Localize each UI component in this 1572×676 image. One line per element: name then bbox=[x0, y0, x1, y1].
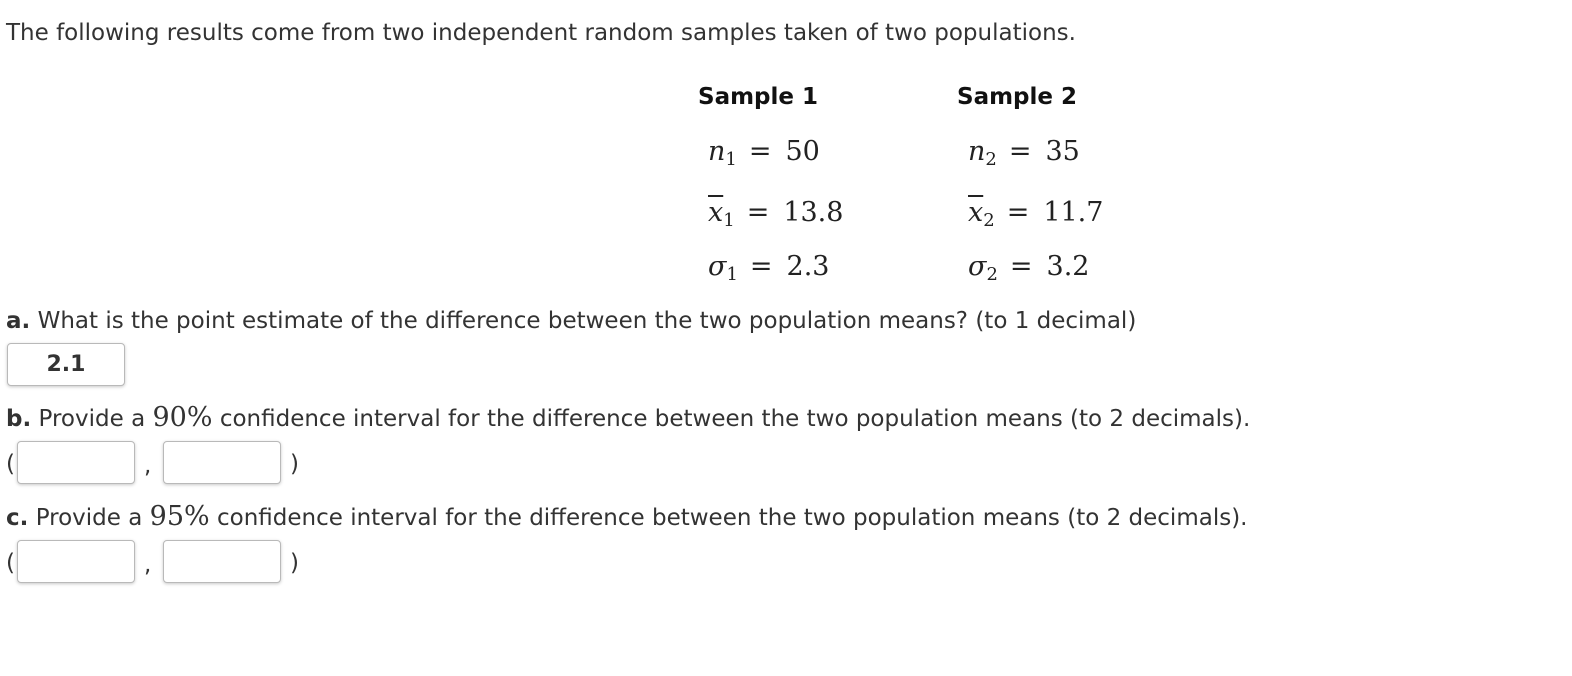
sample-1-n bbox=[708, 136, 820, 170]
sigma2-value: 3.2 bbox=[1046, 251, 1090, 282]
intro-text: The following results come from two independent random samples taken of two populations. bbox=[6, 20, 1076, 46]
question-c-percent: 95% bbox=[149, 501, 210, 532]
interval-c-lower-input[interactable] bbox=[17, 540, 135, 583]
question-b-percent: 90% bbox=[152, 402, 213, 433]
x2-bar-symbol: $\overline{x}$ bbox=[968, 197, 984, 228]
interval-c-upper-input[interactable] bbox=[163, 540, 281, 583]
question-b bbox=[6, 402, 1250, 433]
sigma2-symbol: σ bbox=[968, 251, 987, 282]
sample-1-mean bbox=[708, 197, 843, 231]
question-c-text-after: confidence interval for the difference between the two population means (to 2 decimals). bbox=[216, 505, 1248, 531]
equals-sign: = bbox=[1006, 197, 1030, 228]
x2-value: 11.7 bbox=[1043, 197, 1104, 228]
interval-b-comma: , bbox=[144, 453, 152, 479]
n2-symbol: n bbox=[968, 136, 986, 167]
equals-sign: = bbox=[1009, 251, 1033, 282]
sample-2-mean bbox=[968, 197, 1103, 231]
sigma1-subscript: 1 bbox=[726, 264, 738, 285]
n1-subscript: 1 bbox=[725, 149, 737, 170]
point-estimate-input[interactable]: 2.1 bbox=[7, 343, 125, 386]
interval-b-open-paren: ( bbox=[6, 451, 15, 477]
interval-b-close-paren: ) bbox=[290, 451, 299, 477]
sample-2-sigma bbox=[968, 251, 1089, 285]
question-a-text: What is the point estimate of the difference between the two population means? (to 1 decimal) bbox=[37, 308, 1137, 334]
question-c bbox=[6, 501, 1247, 532]
x2-subscript: 2 bbox=[983, 210, 995, 231]
question-c-label: c. bbox=[6, 505, 29, 531]
question-a-label: a. bbox=[6, 308, 31, 334]
sigma1-symbol: σ bbox=[708, 251, 727, 282]
equals-sign: = bbox=[746, 197, 770, 228]
x1-value: 13.8 bbox=[783, 197, 844, 228]
equals-sign: = bbox=[1008, 136, 1032, 167]
n1-symbol: n bbox=[708, 136, 726, 167]
interval-c-comma: , bbox=[144, 552, 152, 578]
interval-c-close-paren: ) bbox=[290, 550, 299, 576]
sample-2-n bbox=[968, 136, 1080, 170]
n2-subscript: 2 bbox=[985, 149, 997, 170]
question-b-text-before: Provide a bbox=[38, 406, 146, 432]
sample-1-header: Sample 1 bbox=[698, 84, 819, 110]
x1-bar-symbol: $\overline{x}$ bbox=[708, 197, 724, 228]
question-a bbox=[6, 308, 1136, 334]
question-c-text-before: Provide a bbox=[35, 505, 143, 531]
equals-sign: = bbox=[749, 251, 773, 282]
question-b-text-after: confidence interval for the difference between the two population means (to 2 decimals). bbox=[219, 406, 1251, 432]
interval-b-upper-input[interactable] bbox=[163, 441, 281, 484]
interval-b-lower-input[interactable] bbox=[17, 441, 135, 484]
x1-subscript: 1 bbox=[723, 210, 735, 231]
question-b-label: b. bbox=[6, 406, 32, 432]
interval-c-open-paren: ( bbox=[6, 550, 15, 576]
n1-value: 50 bbox=[785, 136, 820, 167]
equals-sign: = bbox=[748, 136, 772, 167]
sample-1-sigma bbox=[708, 251, 829, 285]
sigma2-subscript: 2 bbox=[986, 264, 998, 285]
sample-2-header: Sample 2 bbox=[957, 84, 1078, 110]
sigma1-value: 2.3 bbox=[786, 251, 830, 282]
n2-value: 35 bbox=[1045, 136, 1080, 167]
